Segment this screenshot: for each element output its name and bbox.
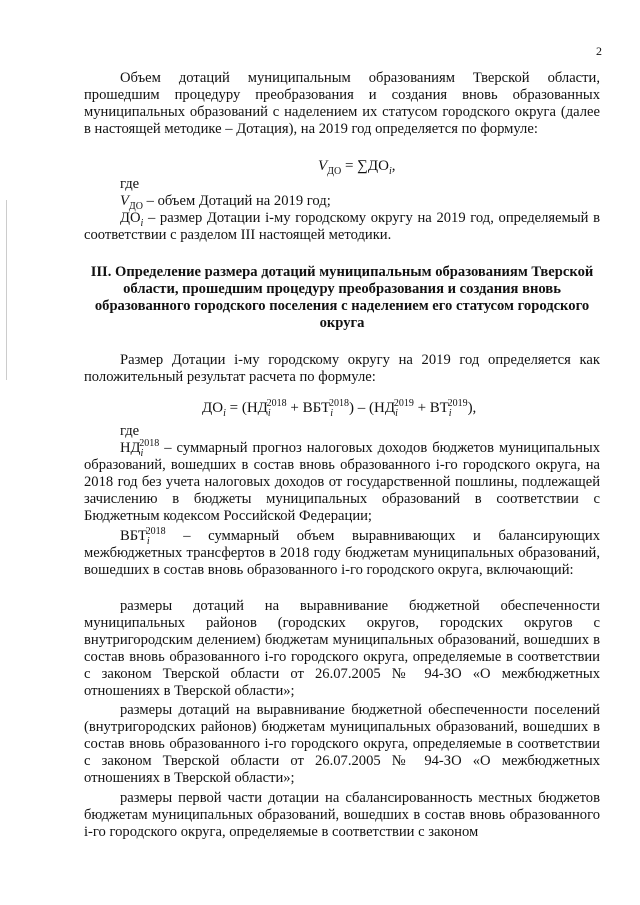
formula-dotation: $ДО_i = (НД_i^{2018} + ВБТ_i^{2018}) - (НД_i^{2019} + ВТ_i^{2019})$, xyxy=(202,398,477,419)
section-heading: III. Определение размера дотаций муниципальным образованиям Тверской области, прошедшим процедуру преобразования и создания вновь образованного городского поселения с наделением его статусом городского округа xyxy=(90,264,594,331)
where-label-2: где xyxy=(120,423,140,439)
definition-vbt: $ВБТ_i^{2018}$ – суммарный объем выравнивающих и балансирующих межбюджетных трансфертов в 2018 году бюджетам муниципальных образований, вошедших в состав вновь образованного i-го городского округа, включающий: xyxy=(84,526,600,578)
scan-edge-mark xyxy=(6,200,7,380)
page-number: 2 xyxy=(596,44,602,58)
list-item-1: размеры дотаций на выравнивание бюджетной обеспеченности муниципальных районов (городских округов, городских округов с внутригородским делением) бюджетам муниципальных образований, вошедших в состав вновь образованного i-го городского округа, определяемые в соответствии с законом Тверской области от 26.07.2005 № 94-ЗО «О межбюджетных отношениях в Тверской области»; xyxy=(84,598,600,699)
where-label-1: где xyxy=(120,176,140,192)
definition-do: $ДО_i$ – размер Дотации i-му городскому округу на 2019 год, определяемый в соответствии с разделом III настоящей методики. xyxy=(84,210,600,243)
paragraph-intro: Объем дотаций муниципальным образованиям Тверской области, прошедшим процедуру преобразования и создания вновь образованных муниципальных образований с наделением их статусом городского округа (далее в настоящей методике – Дотация), на 2019 год определяется по формуле: xyxy=(84,70,600,137)
list-item-3: размеры первой части дотации на сбалансированность местных бюджетов бюджетам муниципальных образований, вошедших в состав вновь образованного i-го городского округа, определяемые в соответствии с законом xyxy=(84,790,600,840)
formula-total: $V_{ДО} = \sum ДО_i$, xyxy=(318,158,396,177)
paragraph-dotation-size: Размер Дотации i-му городскому округу на 2019 год определяется как положительный результат расчета по формуле: xyxy=(84,352,600,385)
definition-nd: $НД_i^{2018}$ – суммарный прогноз налоговых доходов бюджетов муниципальных образований, вошедших в состав вновь образованного i-го городского округа, на 2018 год без учета налоговых доходов от государственной пошлины, подлежащей зачислению в бюджеты муниципальных образований в соответствии с Бюджетным кодексом Российской Федерации; xyxy=(84,438,600,524)
definition-v: $V_{ДО}$ – объем Дотаций на 2019 год; xyxy=(120,193,331,212)
list-item-2: размеры дотаций на выравнивание бюджетной обеспеченности поселений (внутригородских районов) бюджетам муниципальных образований, вошедших в состав вновь образованного i-го городского округа, определяемые в соответствии с законом Тверской области от 26.07.2005 № 94-ЗО «О межбюджетных отношениях в Тверской области»; xyxy=(84,702,600,786)
